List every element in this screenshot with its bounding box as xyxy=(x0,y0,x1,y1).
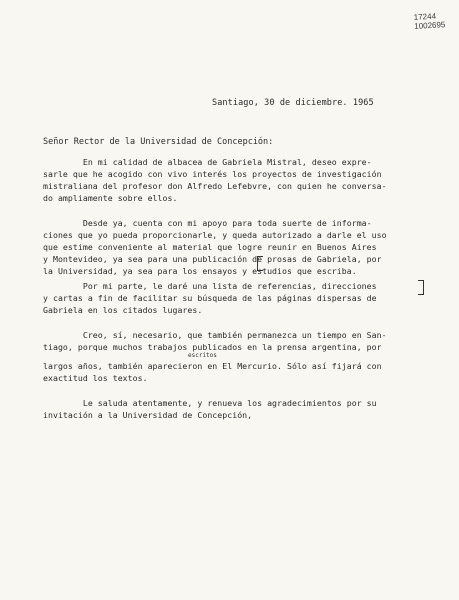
body-line: invitación a la Universidad de Concepción, xyxy=(43,410,253,420)
handwritten-insert: escritos xyxy=(188,352,217,359)
catalog-number xyxy=(414,11,446,31)
body-line: Gabriela en los citados lugares. xyxy=(43,305,203,315)
body-line: Desde ya, cuenta con mi apoyo para toda suerte de informa- xyxy=(43,218,372,228)
body-line: tiago, porque muchos trabajos publicados en la prensa argentina, por xyxy=(43,342,382,352)
body-line: Le saluda atentamente, y renueva los agradecimientos por su xyxy=(43,398,377,408)
body-line: mistraliana del profesor don Alfredo Lefebvre, con quien he conversa- xyxy=(43,181,387,191)
body-line: do ampliamente sobre ellos. xyxy=(43,193,178,203)
body-line: exactitud los textos. xyxy=(43,373,148,383)
edit-bracket-close xyxy=(418,280,424,295)
letter-salutation: Señor Rector de la Universidad de Concepción: xyxy=(43,137,274,147)
body-line: ciones que yo pueda proporcionarle, y queda autorizado a darle el uso xyxy=(43,230,387,240)
body-line: y cartas a fin de facilitar su búsqueda de las páginas dispersas de xyxy=(43,293,377,303)
body-line: Creo, sí, necesario, que también permanezca un tiempo en San- xyxy=(43,330,387,340)
body-line: Por mi parte, le daré una lista de referencias, direcciones xyxy=(43,281,377,291)
body-line: que estime conveniente al material que logre reunir en Buenos Aires xyxy=(43,242,377,252)
body-line: En mi calidad de albacea de Gabriela Mistral, deseo expre- xyxy=(43,157,372,167)
catalog-line-2: 1002695 xyxy=(414,20,446,31)
body-line: largos años, también aparecieron en El Mercurio. Sólo así fijará con xyxy=(43,361,382,371)
body-line: y Montevideo, ya sea para una publicación de prosas de Gabriela, por xyxy=(43,254,382,264)
letter-date: Santiago, 30 de diciembre. 1965 xyxy=(212,98,374,108)
edit-bracket-open xyxy=(257,256,263,271)
body-line: sarle que he acogido con vivo interés los proyectos de investigación xyxy=(43,169,382,179)
body-line: la Universidad, ya sea para los ensayos y estudios que escriba. xyxy=(43,266,357,276)
catalog-line-1: 17244 xyxy=(413,11,437,22)
